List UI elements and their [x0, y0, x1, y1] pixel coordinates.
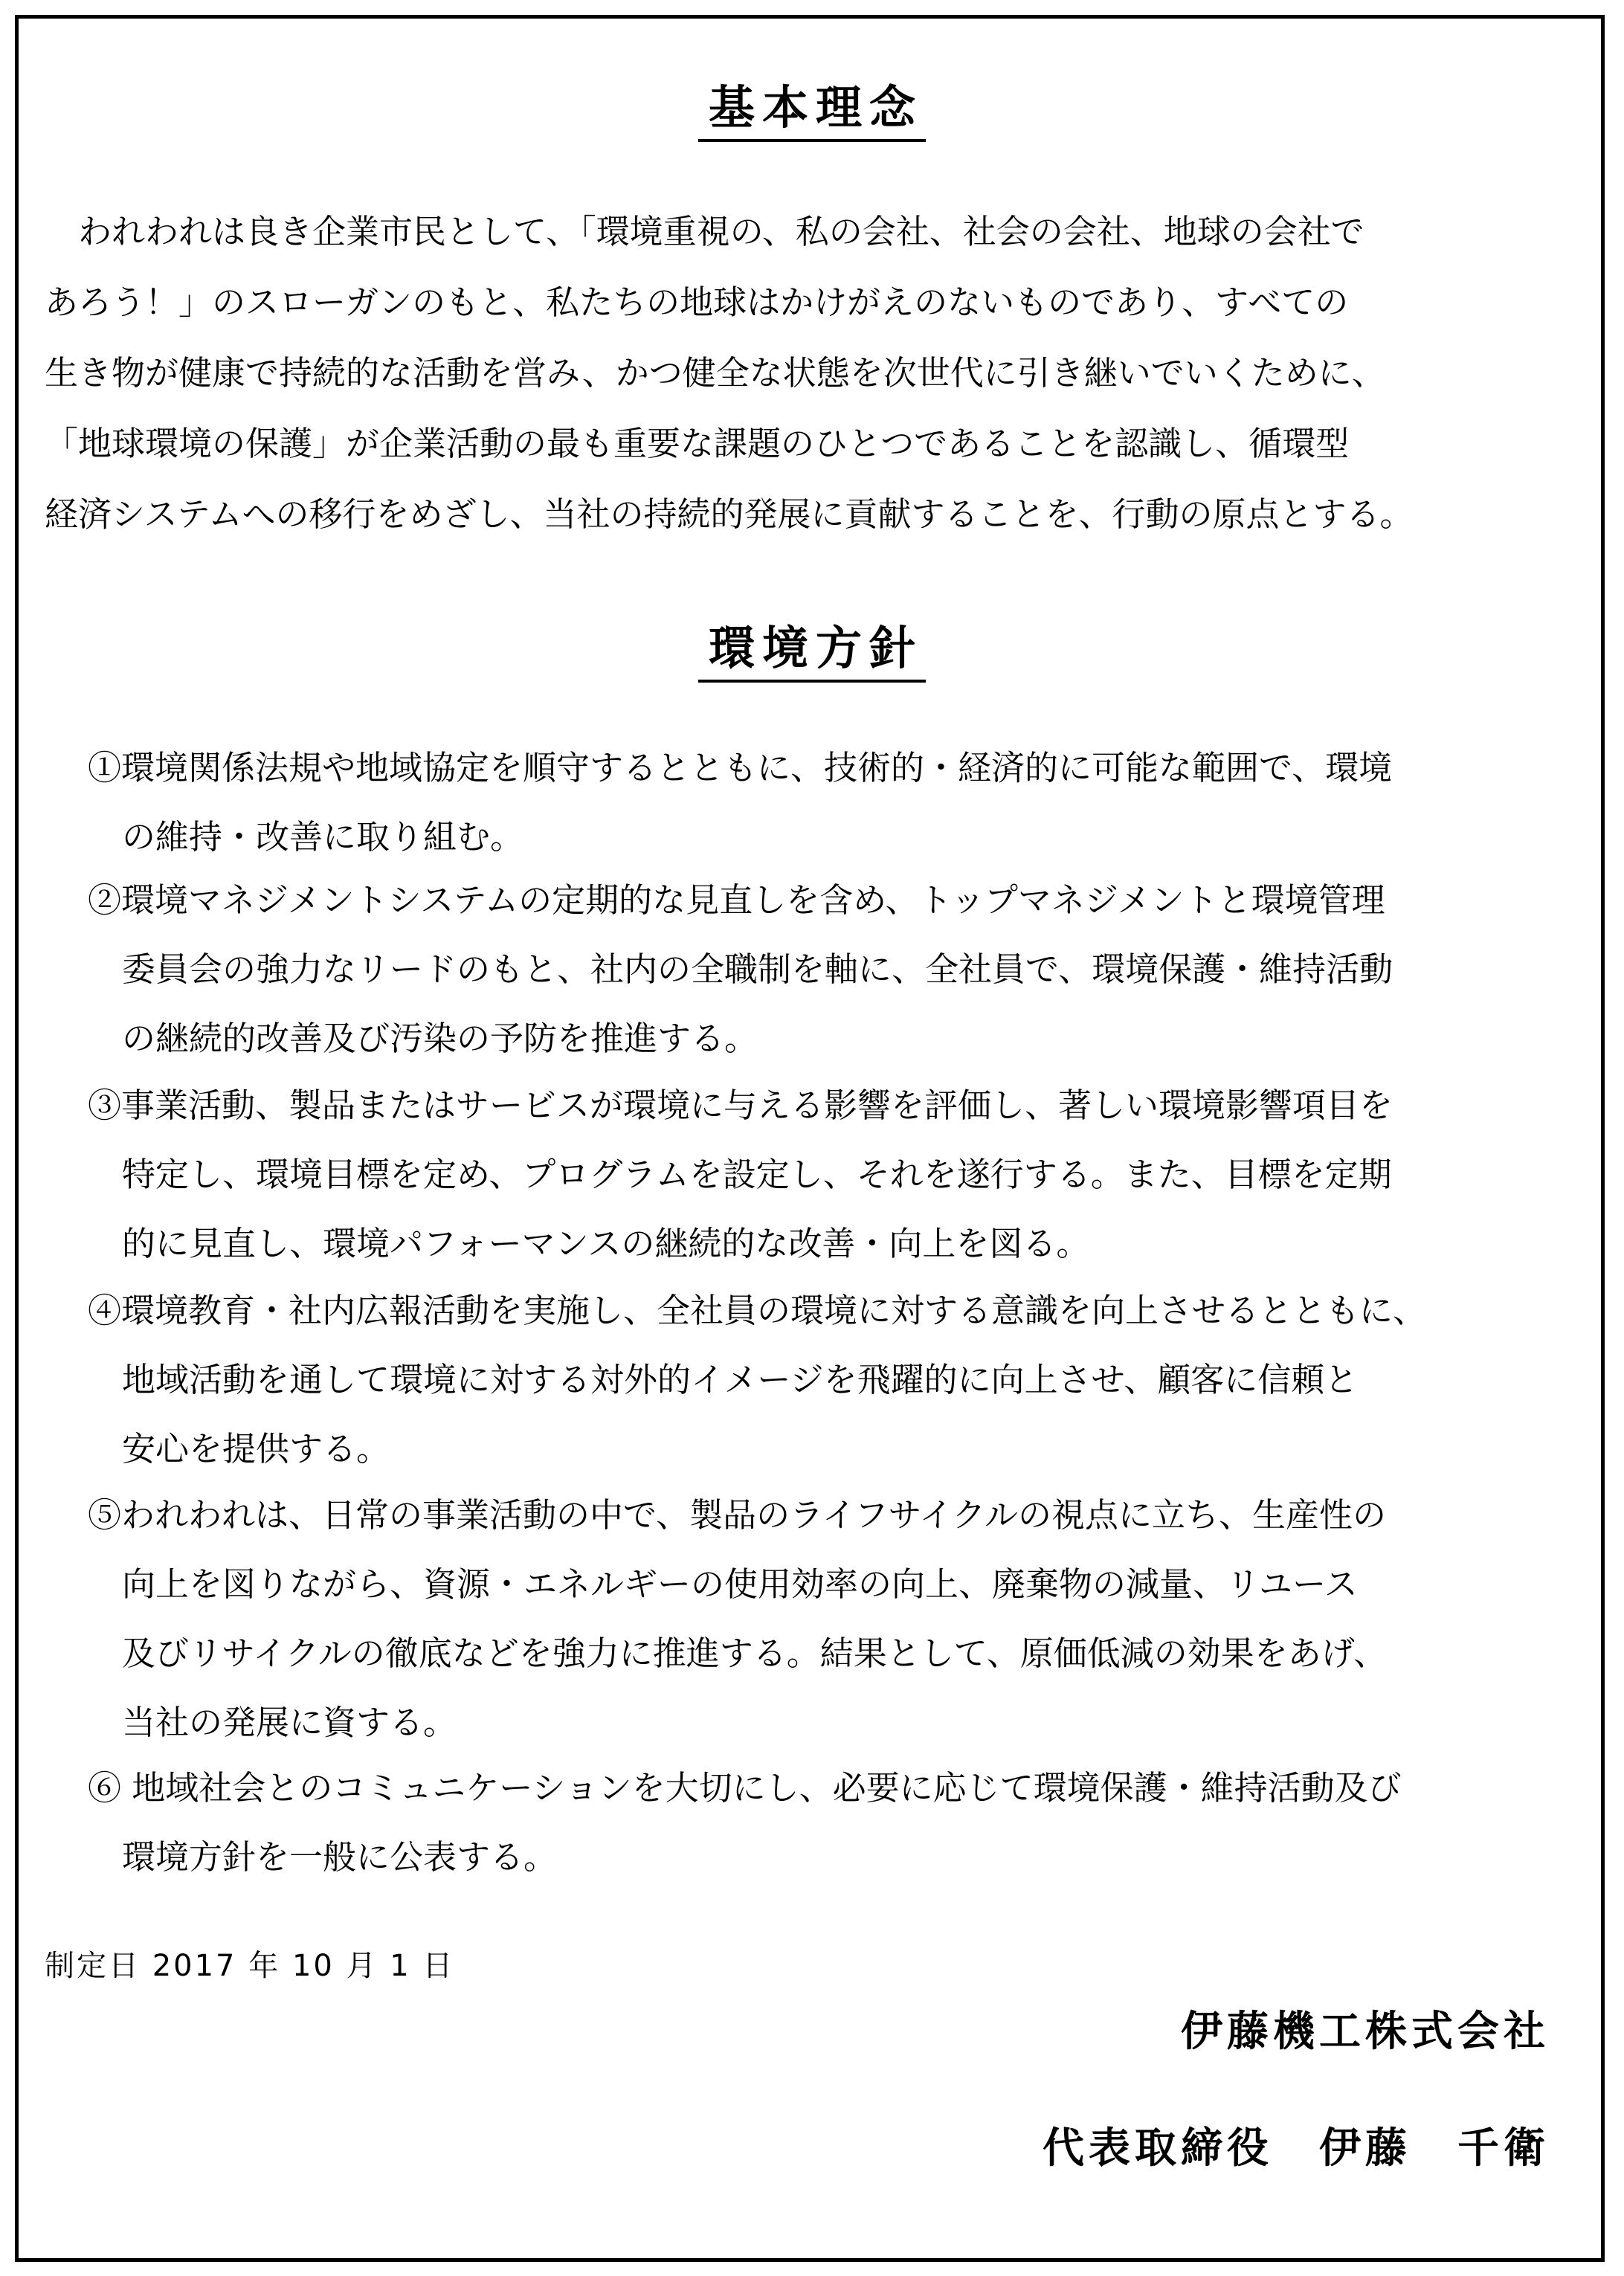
basic-philosophy-heading: 基本理念 [0, 71, 1624, 137]
philosophy-line: 生き物が健康で持続的な活動を営み、かつ健全な状態を次世代に引き継いでいくために、 [45, 353, 1385, 393]
basic-philosophy-text [45, 196, 1414, 549]
enactment-date: 制定日 2017 年 10 月 1 日 [45, 1949, 455, 1983]
company-name: 伊藤機工株式会社 [1181, 2008, 1550, 2056]
policy-item-2: ②環境マネジメントシステムの定期的な見直しを含め、トップマネジメントと環境管理 委員会の強力なリードのもと、社内の全職制を軸に、全社員で、環境保護・維持活動 の継続的改善及び汚染の予防を推進する。 [88, 880, 1393, 1058]
policy-item-3: ③事業活動、製品またはサービスが環境に与える影響を評価し、著しい環境影響項目を 特定し、環境目標を定め、プログラムを設定し、それを遂行する。また、目標を定期 的に見直し、環境パフォーマンスの継続的な改善・向上を図る。 [88, 1086, 1393, 1263]
policy-item-6: ⑥ 地域社会とのコミュニケーションを大切にし、必要に応じて環境保護・維持活動及び 環境方針を一般に公表する。 [88, 1768, 1402, 1877]
philosophy-line: 「地球環境の保護」が企業活動の最も重要な課題のひとつであることを認識し、循環型 [45, 424, 1350, 463]
philosophy-line: あろう！」のスローガンのもと、私たちの地球はかけがえのないものであり、すべての [45, 283, 1349, 322]
representative-name: 代表取締役 伊藤 千衛 [1043, 2124, 1550, 2173]
philosophy-line: われわれは良き企業市民として、「環境重視の、私の会社、社会の会社、地球の会社で [45, 212, 1364, 251]
policy-item-5: ⑤われわれは、日常の事業活動の中で、製品のライフサイクルの視点に立ち、生産性の 向上を図りながら、資源・エネルギーの使用効率の向上、廃棄物の減量、リユース 及びリサイクルの徹底などを強力に推進する。結果として、原価低減の効果をあげ、 当社の発展に資する。 [88, 1495, 1388, 1742]
philosophy-line: 経済システムへの移行をめざし、当社の持続的発展に貢献することを、行動の原点とする。 [45, 494, 1414, 534]
environmental-policy-heading: 環境方針 [0, 611, 1624, 677]
policy-item-4: ④環境教育・社内広報活動を実施し、全社員の環境に対する意識を向上させるとともに、 地域活動を通して環境に対する対外的イメージを飛躍的に向上させ、顧客に信頼と 安心を提供する。 [88, 1291, 1427, 1469]
policy-item-1: ①環境関係法規や地域協定を順守するとともに、技術的・経済的に可能な範囲で、環境 の維持・改善に取り組む。 [88, 748, 1393, 857]
